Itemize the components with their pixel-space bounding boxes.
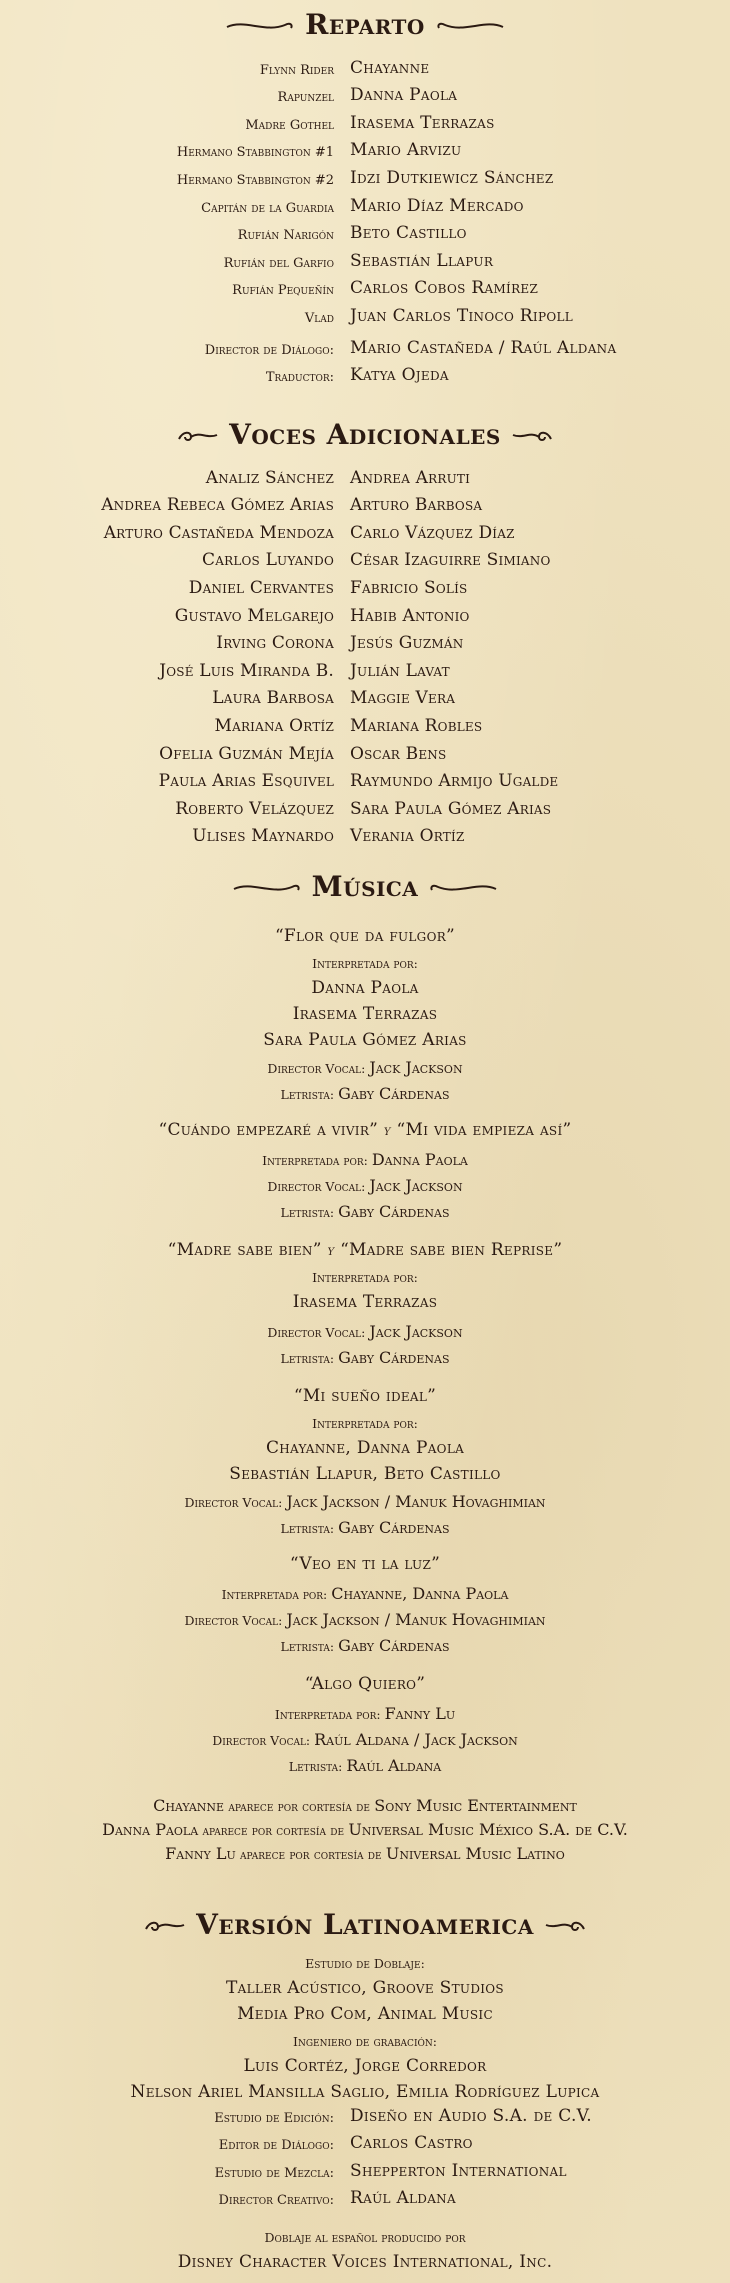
credit-role: Madre Gothel xyxy=(245,117,334,133)
vocal-director-label: Director Vocal: xyxy=(184,1613,283,1628)
section-title: Música xyxy=(311,870,419,903)
swash-left-icon xyxy=(232,877,302,897)
swash-right-icon xyxy=(511,425,555,445)
credit-row xyxy=(0,2098,730,2126)
credit-row xyxy=(0,78,730,106)
voice-name-right: César Izaguirre Simiano xyxy=(350,550,551,571)
courtesy-text: aparece por cortesía de xyxy=(228,1799,370,1815)
credit-name: Diseño en Audio S.A. de C.V. xyxy=(350,2105,592,2126)
artist-name: Chayanne xyxy=(153,1796,225,1815)
voice-name-right: Habib Antonio xyxy=(350,605,470,626)
performed-by-label: Interpretada por: xyxy=(262,1153,368,1168)
credit-row xyxy=(0,105,730,133)
heading-version xyxy=(0,1908,730,1941)
performer-name: Chayanne, Danna Paola xyxy=(331,1584,509,1603)
recording-engineer-label: Ingeniero de grabación: xyxy=(293,2034,437,2049)
credit-row xyxy=(0,160,730,188)
song-title-b: “Mi vida empieza así” xyxy=(396,1120,572,1140)
conjunction: y xyxy=(383,1123,391,1139)
credit-row xyxy=(0,2126,730,2154)
lyricist-line xyxy=(0,1636,730,1655)
heading-reparto xyxy=(0,8,730,41)
voice-row xyxy=(0,764,730,792)
credit-row xyxy=(0,271,730,299)
voice-name-left: Laura Barbosa xyxy=(212,688,334,709)
song-title xyxy=(0,1240,730,1260)
voice-row xyxy=(0,570,730,598)
section-title: Reparto xyxy=(305,8,425,41)
credit-role: Rufián del Garfio xyxy=(223,255,334,271)
conjunction: y xyxy=(327,1243,335,1259)
heading-musica xyxy=(0,870,730,903)
performer-name: Danna Paola xyxy=(371,1150,468,1169)
performed-by-label: Interpretada por: xyxy=(312,956,418,971)
voice-row xyxy=(0,515,730,543)
credit-role: Rufián Pequeñín xyxy=(232,283,334,299)
credit-role: Estudio de Edición: xyxy=(214,2110,334,2126)
label-name: Universal Music Latino xyxy=(385,1844,565,1863)
voice-name-right: Fabricio Solís xyxy=(350,577,468,598)
lyricist-name: Gaby Cárdenas xyxy=(338,1348,450,1367)
reparto-extra xyxy=(0,330,730,385)
credit-role: Hermano Stabbington #1 xyxy=(176,145,334,161)
label-name: Universal Music México S.A. de C.V. xyxy=(348,1820,628,1839)
vocal-director-line xyxy=(0,1322,730,1341)
credit-name: Mario Arvizu xyxy=(350,140,462,161)
performed-by-label: Interpretada por: xyxy=(274,1707,381,1722)
voice-row xyxy=(0,736,730,764)
vocal-director-line xyxy=(0,1058,730,1077)
label-name: Sony Music Entertainment xyxy=(374,1796,577,1815)
lyricist-line xyxy=(0,1518,730,1537)
vocal-director-line xyxy=(0,1176,730,1195)
voice-name-left: Roberto Velázquez xyxy=(175,798,334,819)
voice-row xyxy=(0,819,730,847)
performer-name: Danna Paola xyxy=(311,978,419,998)
credit-row xyxy=(0,188,730,216)
voice-name-left: Irving Corona xyxy=(216,633,334,654)
lyricist-line xyxy=(0,1084,730,1103)
swash-right-icon xyxy=(435,15,505,35)
lyricist-label: Letrista: xyxy=(280,1351,335,1366)
performer-name: Irasema Terrazas xyxy=(292,1004,438,1024)
credit-row xyxy=(0,50,730,78)
voice-row xyxy=(0,598,730,626)
performed-by-line xyxy=(0,1584,730,1603)
credit-name: Carlos Castro xyxy=(350,2133,473,2154)
lyricist-label: Letrista: xyxy=(288,1759,343,1774)
performed-by-line xyxy=(0,1704,730,1723)
courtesy-text: aparece por cortesía de xyxy=(202,1823,345,1839)
voice-name-right: Verania Ortíz xyxy=(350,826,465,847)
credit-role: Capitán de la Guardia xyxy=(201,200,334,216)
voice-name-right: Sara Paula Gómez Arias xyxy=(350,798,552,819)
voice-name-left: Analiz Sánchez xyxy=(205,467,334,488)
vocal-director-line xyxy=(0,1730,730,1749)
voces-list xyxy=(0,460,730,846)
lyricist-line xyxy=(0,1202,730,1221)
credit-name: Irasema Terrazas xyxy=(350,112,495,133)
credit-role: Hermano Stabbington #2 xyxy=(176,172,334,188)
voice-row xyxy=(0,488,730,516)
voice-row xyxy=(0,626,730,654)
lyricist-name: Raúl Aldana xyxy=(346,1756,442,1775)
voice-name-left: Ofelia Guzmán Mejía xyxy=(159,743,334,764)
lyricist-label: Letrista: xyxy=(280,1639,335,1654)
section-title: Voces Adicionales xyxy=(229,418,501,451)
recording-engineer-name: Luis Cortéz, Jorge Corredor xyxy=(243,2056,487,2076)
song-title: “Flor que da fulgor” xyxy=(274,926,456,946)
voice-name-right: Jesús Guzmán xyxy=(350,633,464,654)
heading-voces xyxy=(0,418,730,451)
credit-name: Juan Carlos Tinoco Ripoll xyxy=(350,305,573,326)
lyricist-name: Gaby Cárdenas xyxy=(338,1084,450,1103)
credit-role: Vlad xyxy=(304,310,334,326)
song-title xyxy=(0,1120,730,1140)
credit-role: Rapunzel xyxy=(277,90,334,106)
voice-name-right: Mariana Robles xyxy=(350,715,483,736)
performer-name: Sebastián Llapur, Beto Castillo xyxy=(229,1464,501,1484)
lyricist-name: Gaby Cárdenas xyxy=(338,1636,450,1655)
voice-name-right: Oscar Bens xyxy=(350,743,447,764)
performer-name: Irasema Terrazas xyxy=(292,1292,438,1312)
credit-name: Shepperton International xyxy=(350,2160,567,2181)
vocal-director-name: Jack Jackson / Manuk Hovaghimian xyxy=(286,1610,546,1629)
swash-left-icon xyxy=(142,1915,186,1935)
artist-name: Danna Paola xyxy=(102,1820,199,1839)
voice-name-left: Daniel Cervantes xyxy=(188,577,334,598)
swash-left-icon xyxy=(175,425,219,445)
voice-name-right: Raymundo Armijo Ugalde xyxy=(350,771,559,792)
credit-role: Editor de Diálogo: xyxy=(218,2138,334,2154)
voice-name-left: Andrea Rebeca Gómez Arias xyxy=(101,495,334,516)
courtesy-line xyxy=(0,1820,730,1839)
voice-row xyxy=(0,543,730,571)
voice-row xyxy=(0,791,730,819)
vocal-director-label: Director Vocal: xyxy=(184,1495,283,1510)
credit-row xyxy=(0,216,730,244)
vocal-director-name: Jack Jackson xyxy=(369,1058,463,1077)
producer-name: Disney Character Voices International, Inc. xyxy=(177,2252,553,2272)
credit-name: Chayanne xyxy=(350,57,430,78)
vocal-director-name: Raúl Aldana / Jack Jackson xyxy=(314,1730,518,1749)
voice-name-right: Julián Lavat xyxy=(350,660,450,681)
credit-name: Mario Castañeda / Raúl Aldana xyxy=(350,337,617,358)
song-title: “Algo Quiero” xyxy=(304,1674,426,1694)
voice-row xyxy=(0,653,730,681)
credit-row xyxy=(0,2153,730,2181)
credit-role: Rufián Narigón xyxy=(237,228,334,244)
voice-name-right: Maggie Vera xyxy=(350,688,456,709)
credit-name: Beto Castillo xyxy=(350,223,467,244)
lyricist-line xyxy=(0,1756,730,1775)
voice-name-left: Arturo Castañeda Mendoza xyxy=(103,522,334,543)
dubbing-studio-label: Estudio de Doblaje: xyxy=(305,1956,425,1971)
lyricist-label: Letrista: xyxy=(280,1521,335,1536)
credit-name: Carlos Cobos Ramírez xyxy=(350,278,539,299)
credit-role: Director Creativo: xyxy=(218,2193,334,2209)
credit-role: Flynn Rider xyxy=(259,62,334,78)
produced-by-label: Doblaje al español producido por xyxy=(264,2230,466,2245)
song-title-a: “Cuándo empezaré a vivir” xyxy=(158,1120,379,1140)
vocal-director-name: Jack Jackson xyxy=(369,1322,463,1341)
version-list xyxy=(0,2098,730,2208)
voice-name-left: Mariana Ortíz xyxy=(214,715,334,736)
lyricist-label: Letrista: xyxy=(280,1087,335,1102)
voice-row xyxy=(0,708,730,736)
recording-engineer-name: Nelson Ariel Mansilla Saglio, Emilia Rodríguez Lupica xyxy=(130,2082,600,2102)
dubbing-studio-name: Taller Acústico, Groove Studios xyxy=(226,1978,504,1998)
voice-row xyxy=(0,460,730,488)
voice-name-left: José Luis Miranda B. xyxy=(159,660,334,681)
artist-name: Fanny Lu xyxy=(165,1844,236,1863)
swash-right-icon xyxy=(428,877,498,897)
swash-right-icon xyxy=(544,1915,588,1935)
reparto-list xyxy=(0,50,730,326)
voice-name-right: Arturo Barbosa xyxy=(350,495,483,516)
performed-by-label: Interpretada por: xyxy=(312,1416,418,1431)
credit-row xyxy=(0,2181,730,2209)
vocal-director-label: Director Vocal: xyxy=(267,1325,366,1340)
voice-name-left: Paula Arias Esquivel xyxy=(158,771,334,792)
credit-row xyxy=(0,298,730,326)
performed-by-line xyxy=(0,1150,730,1169)
credit-role: Estudio de Mezcla: xyxy=(214,2165,334,2181)
credit-role: Director de Diálogo: xyxy=(204,342,334,358)
credit-role: Traductor: xyxy=(265,370,334,386)
dubbing-studio-name: Media Pro Com, Animal Music xyxy=(237,2004,493,2024)
credit-row xyxy=(0,243,730,271)
performer-name: Fanny Lu xyxy=(384,1704,456,1723)
song-title-b: “Madre sabe bien Reprise” xyxy=(340,1240,563,1260)
vocal-director-name: Jack Jackson / Manuk Hovaghimian xyxy=(286,1492,546,1511)
voice-name-left: Ulises Maynardo xyxy=(192,826,334,847)
vocal-director-line xyxy=(0,1610,730,1629)
voice-name-left: Carlos Luyando xyxy=(202,550,334,571)
swash-left-icon xyxy=(225,15,295,35)
vocal-director-line xyxy=(0,1492,730,1511)
song-title: “Veo en ti la luz” xyxy=(289,1554,441,1574)
credit-row xyxy=(0,330,730,358)
performer-name: Chayanne, Danna Paola xyxy=(265,1438,465,1458)
courtesy-text: aparece por cortesía de xyxy=(240,1847,382,1863)
voice-row xyxy=(0,681,730,709)
courtesy-line xyxy=(0,1796,730,1815)
courtesy-line xyxy=(0,1844,730,1863)
section-title: Versión Latinoamerica xyxy=(196,1908,534,1941)
credit-row xyxy=(0,358,730,386)
voice-name-right: Carlo Vázquez Díaz xyxy=(350,522,515,543)
vocal-director-label: Director Vocal: xyxy=(267,1179,366,1194)
song-title: “Mi sueño ideal” xyxy=(293,1386,437,1406)
voice-name-left: Gustavo Melgarejo xyxy=(174,605,334,626)
performed-by-label: Interpretada por: xyxy=(221,1587,328,1602)
credit-name: Katya Ojeda xyxy=(350,365,449,386)
voice-name-right: Andrea Arruti xyxy=(350,467,471,488)
lyricist-name: Gaby Cárdenas xyxy=(338,1518,450,1537)
performed-by-label: Interpretada por: xyxy=(312,1270,418,1285)
vocal-director-name: Jack Jackson xyxy=(369,1176,463,1195)
vocal-director-label: Director Vocal: xyxy=(212,1733,311,1748)
credit-name: Mario Díaz Mercado xyxy=(350,195,524,216)
lyricist-line xyxy=(0,1348,730,1367)
credit-name: Sebastián Llapur xyxy=(350,250,494,271)
lyricist-name: Gaby Cárdenas xyxy=(338,1202,450,1221)
performer-name: Sara Paula Gómez Arias xyxy=(263,1030,467,1050)
credit-name: Idzi Dutkiewicz Sánchez xyxy=(350,167,554,188)
vocal-director-label: Director Vocal: xyxy=(267,1061,366,1076)
credit-name: Raúl Aldana xyxy=(350,2188,456,2209)
song-title-a: “Madre sabe bien” xyxy=(167,1240,322,1260)
lyricist-label: Letrista: xyxy=(280,1205,335,1220)
credit-name: Danna Paola xyxy=(350,85,458,106)
credit-row xyxy=(0,133,730,161)
